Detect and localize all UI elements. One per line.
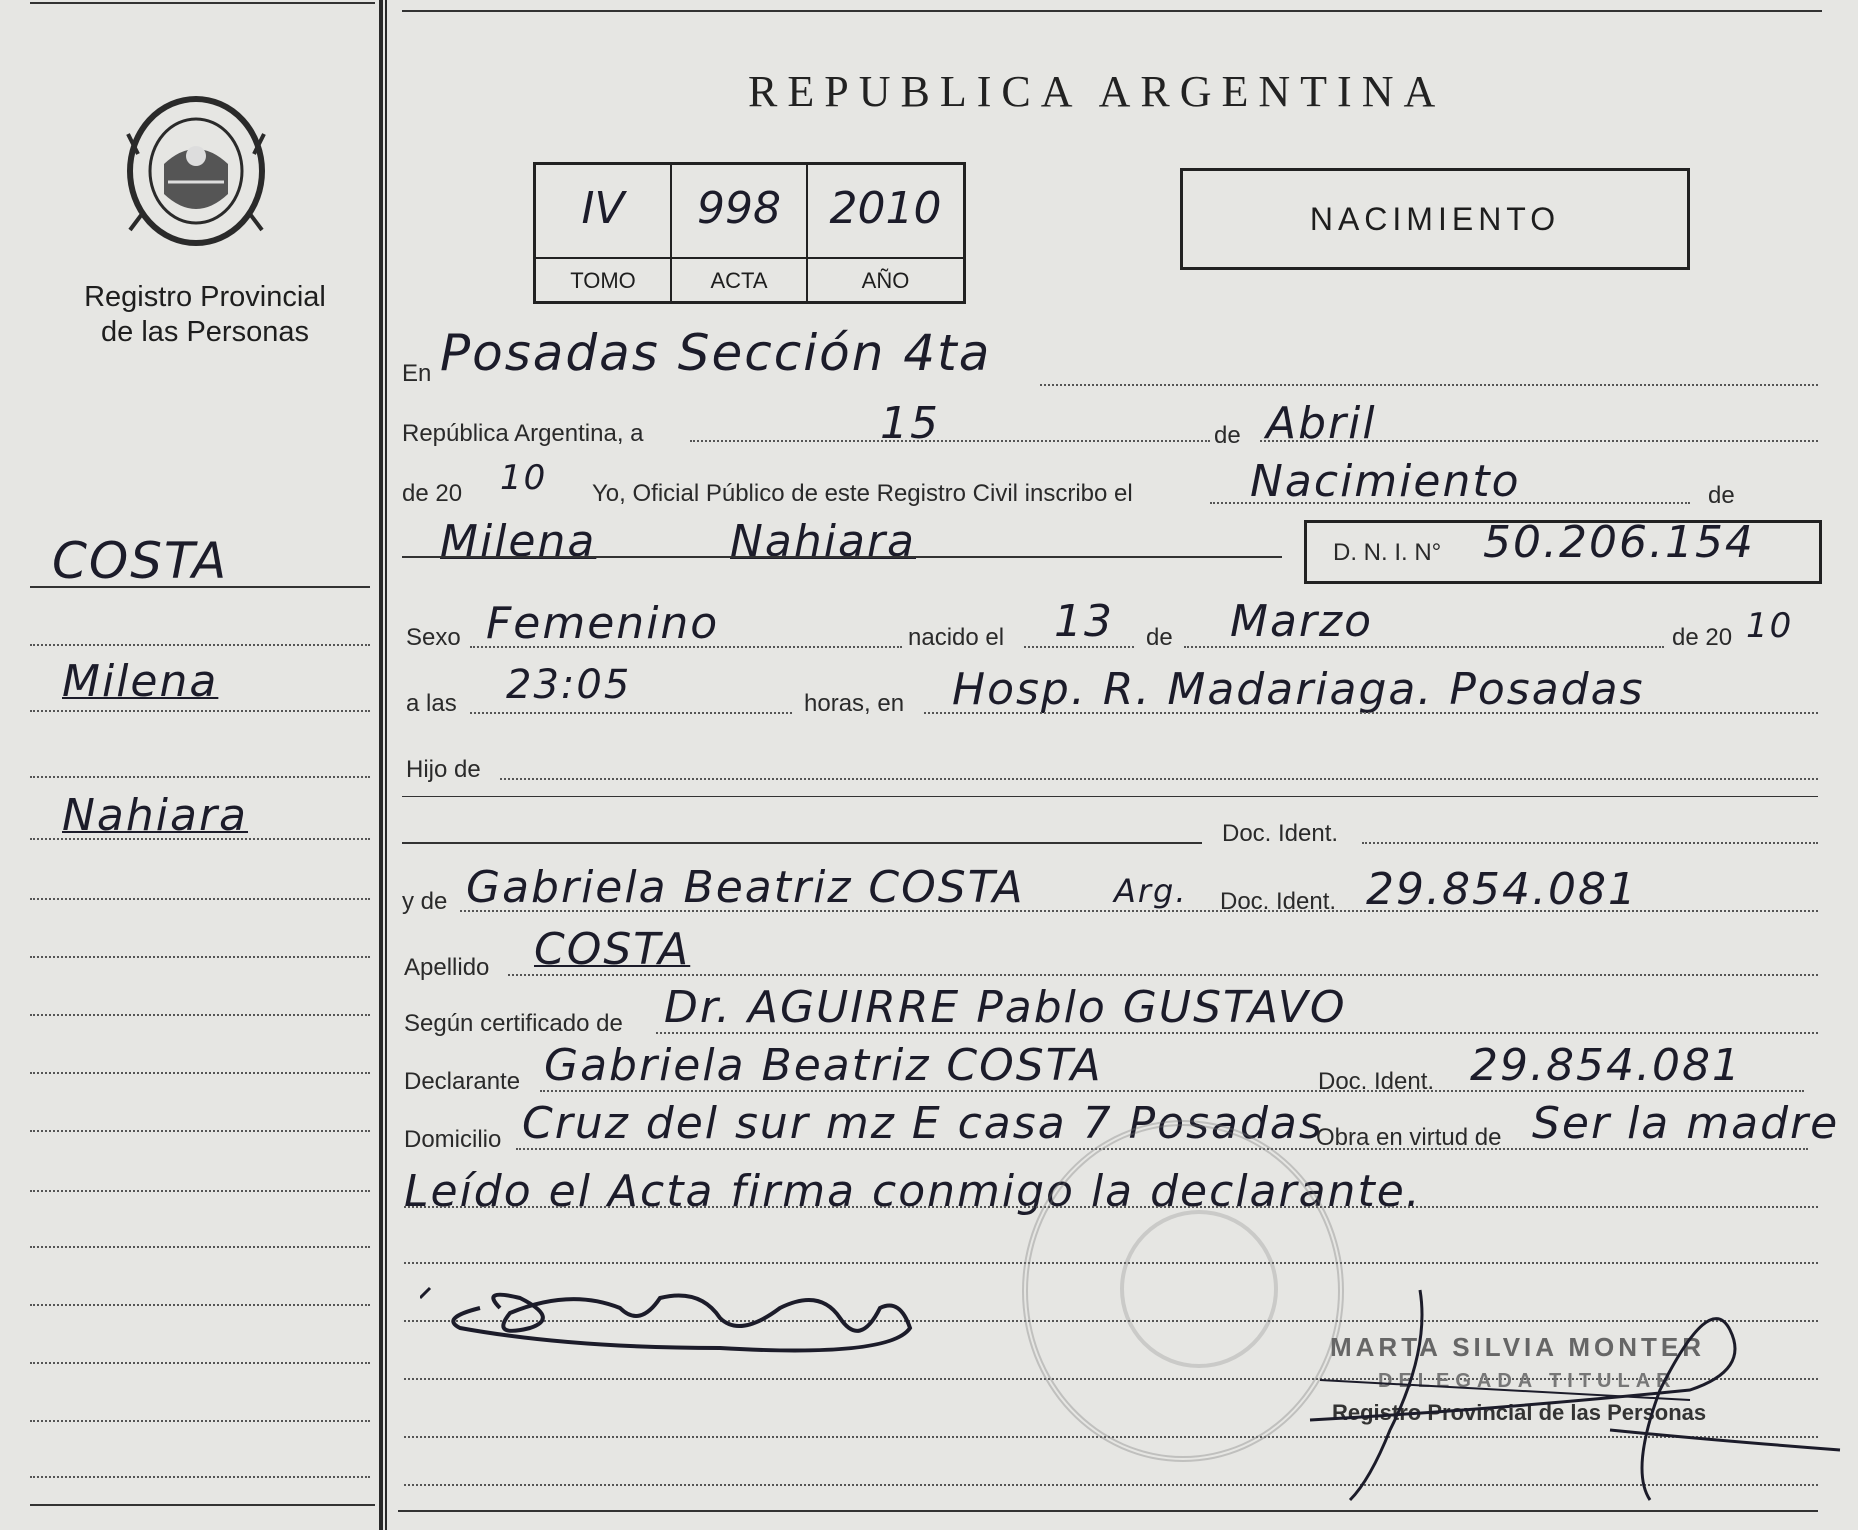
en-dots [1040,384,1818,386]
de-label-3: de [1146,624,1173,651]
registry-line-2: de las Personas [101,316,309,348]
mother-doc: 29.854.081 [1366,864,1638,915]
mother-value: Gabriela Beatriz COSTA [466,862,1025,913]
doc-ident-label: Doc. Ident. [1222,820,1339,847]
apellido-label: Apellido [404,954,490,981]
de20-label-2: de 20 [1672,624,1733,651]
de-label-2: de [1708,482,1735,509]
mother-nat: Arg. [1114,872,1188,910]
official-org: Registro Provincial de las Personas [1332,1400,1707,1425]
registry-line-1: Registro Provincial [84,281,326,313]
en-label: En [402,360,432,387]
y-de-label: y de [402,888,448,915]
declarante-doc: 29.854.081 [1470,1040,1742,1091]
margin-dots-7 [30,1014,370,1016]
hour-value: 23:05 [506,662,632,708]
name-value-2: Nahiara [730,516,917,567]
official-stamp-inner [1120,1210,1278,1368]
hijo-dots [500,778,1818,780]
margin-dots-5 [30,898,370,900]
apellido-value: COSTA [534,924,691,975]
frame-line-right [385,0,387,1530]
tomo-label: TOMO [536,257,670,303]
margin-dots-15 [30,1476,370,1478]
domicilio-value: Cruz del sur mz E casa 7 Posadas [522,1098,1324,1149]
en-value: Posadas Sección 4ta [440,324,992,382]
declarante-dots [540,1090,1804,1092]
tomo-cell [536,165,672,301]
republica-dots-1 [690,440,1210,442]
acto-dots [1210,502,1690,504]
hijo-line-3 [402,842,1202,844]
birth-day-dots [1024,646,1134,648]
acto-value: Nacimiento [1250,456,1521,507]
margin-dots-8 [30,1072,370,1074]
obra-label: Obra en virtud de [1316,1124,1502,1151]
anio-value: 2010 [829,183,942,234]
mother-dots [460,910,1818,912]
margin-dots-10 [30,1190,370,1192]
sexo-dots [470,646,902,648]
declarante-doc-label: Doc. Ident. [1318,1068,1435,1095]
declarante-label: Declarante [404,1068,521,1095]
de-label: de [1214,422,1241,449]
anio-cell [808,165,963,301]
place-value: Hosp. R. Madariaga. Posadas [952,664,1645,715]
record-type-box: NACIMIENTO [1180,168,1690,270]
name-line [402,556,1282,558]
margin-dots-6 [30,956,370,958]
frame-top-right [402,10,1822,12]
year-value: 10 [500,458,548,498]
margin-first-name: Milena [62,656,219,707]
obra-value: Ser la madre [1532,1098,1840,1149]
apellido-dots [508,974,1818,976]
month-value: Abril [1266,398,1377,449]
record-number-table [533,162,966,304]
declarante-value: Gabriela Beatriz COSTA [544,1040,1103,1091]
republica-dots-2 [1260,440,1818,442]
margin-dots-2 [30,710,370,712]
closing-value: Leído el Acta firma conmigo la declarante. [404,1166,1422,1217]
birth-day: 13 [1054,596,1114,647]
place-dots [924,712,1818,714]
acta-label: ACTA [672,257,806,303]
name-value-1: Milena [440,516,597,567]
margin-dots-13 [30,1362,370,1364]
nacido-label: nacido el [908,624,1005,651]
margin-surname: COSTA [52,532,229,590]
day-value: 15 [880,398,940,449]
province-seal-icon [124,94,268,248]
hour-dots [470,712,792,714]
frame-top-left [30,2,375,4]
acta-value: 998 [697,183,781,234]
registry-name [40,280,370,350]
dni-value: 50.206.154 [1483,517,1755,568]
anio-label: AÑO [808,257,963,303]
margin-second-name: Nahiara [62,790,249,841]
page-title: REPUBLICA ARGENTINA [748,67,1446,116]
de20-label: de 20 [402,480,463,507]
hijo-line-2 [402,796,1818,797]
certificado-value: Dr. AGUIRRE Pablo GUSTAVO [664,982,1347,1033]
tomo-value: IV [581,183,625,234]
frame-bottom-left [30,1504,375,1506]
a-las-label: a las [406,690,457,717]
sexo-value: Femenino [486,598,720,649]
birth-year: 10 [1746,606,1794,646]
official-role: DELEGADA TITULAR [1378,1370,1677,1392]
certificado-dots [656,1032,1818,1034]
margin-line-surname [30,586,370,588]
margin-dots-9 [30,1130,370,1132]
dni-box [1304,517,1822,584]
doc-ident-dots [1362,842,1818,844]
domicilio-label: Domicilio [404,1126,502,1153]
margin-dots-4 [30,838,370,840]
birth-month: Marzo [1230,596,1374,647]
hijo-label: Hijo de [406,756,481,783]
margin-dots-3 [30,776,370,778]
horas-label: horas, en [804,690,905,717]
margin-dots-14 [30,1420,370,1422]
declarante-signature [420,1268,940,1368]
margin-dots-12 [30,1304,370,1306]
birth-month-dots [1184,646,1664,648]
republica-label: República Argentina, a [402,420,644,447]
acta-cell [672,165,808,301]
inscribo-label: Yo, Oficial Público de este Registro Civil inscribo el [592,480,1133,507]
dni-label: D. N. I. N° [1333,539,1442,566]
official-name: MARTA SILVIA MONTER [1330,1332,1705,1362]
sexo-label: Sexo [406,624,461,651]
certificado-label: Según certificado de [404,1010,623,1037]
frame-line-left [379,0,383,1530]
mother-doc-label: Doc. Ident. [1220,888,1337,915]
official-signature [1290,1270,1850,1520]
margin-dots-11 [30,1246,370,1248]
margin-dots-1 [30,644,370,646]
